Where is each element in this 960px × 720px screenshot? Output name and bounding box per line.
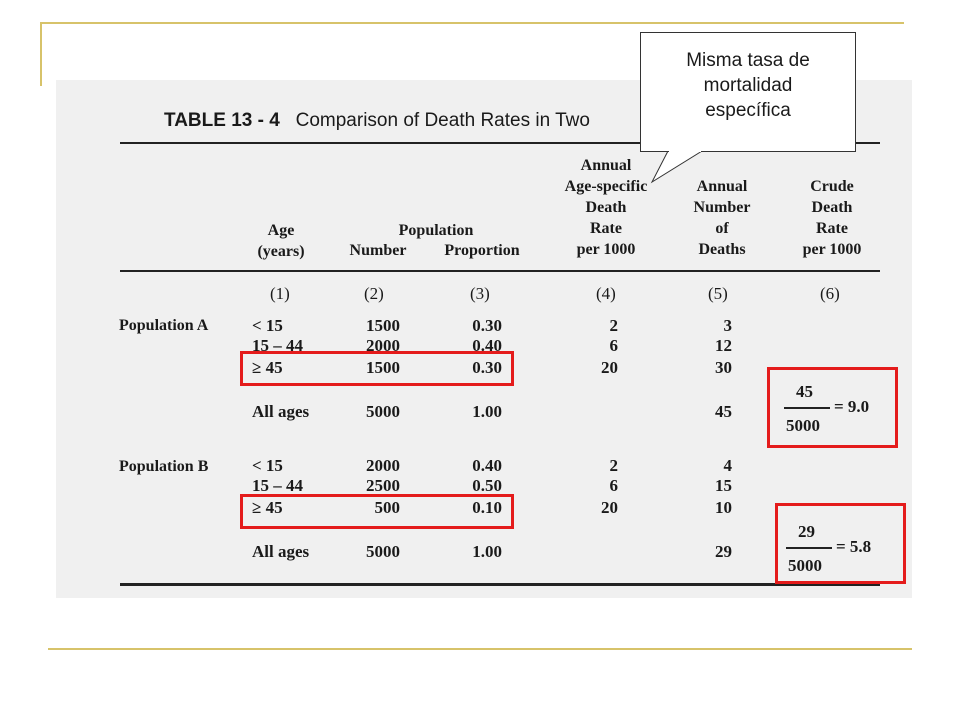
row-a2-rate: 6 <box>609 336 618 355</box>
row-a3-rate: 20 <box>601 358 618 377</box>
col-num-6: (6) <box>820 284 840 303</box>
row-b3-proportion: 0.10 <box>472 498 502 517</box>
row-a2-deaths: 12 <box>715 336 732 355</box>
row-a1-proportion: 0.30 <box>472 316 502 335</box>
row-a3-age: ≥ 45 <box>252 358 283 377</box>
header-age-line1: Age <box>267 222 295 239</box>
table-title-text: Comparison of Death Rates in Two <box>295 110 590 131</box>
header-crude-line2: Death <box>811 199 853 216</box>
header-rate-line3: Death <box>585 199 627 216</box>
row-b3-rate: 20 <box>601 498 618 517</box>
header-age-line2: (years) <box>257 243 305 260</box>
col-num-4: (4) <box>596 284 616 303</box>
row-b1-deaths: 4 <box>723 456 732 475</box>
row-a1-deaths: 3 <box>723 316 732 335</box>
header-rate-line2: Age-specific <box>564 178 648 195</box>
row-a1-age: < 15 <box>252 316 283 335</box>
row-a1-rate: 2 <box>609 316 618 335</box>
crude-a-result: = 9.0 <box>834 397 870 416</box>
row-b1-age: < 15 <box>252 456 283 475</box>
row-b1-number: 2000 <box>366 456 400 475</box>
row-a2-proportion: 0.40 <box>472 336 502 355</box>
crude-a-numerator: 45 <box>796 382 813 401</box>
header-population: Population <box>398 222 474 239</box>
callout-line3: específica <box>705 100 791 121</box>
callout-bubble <box>640 32 856 152</box>
total-a-deaths: 45 <box>715 402 732 421</box>
row-b3-deaths: 10 <box>715 498 732 517</box>
total-b-number: 5000 <box>366 542 400 561</box>
header-rate-line1: Annual <box>580 157 632 174</box>
total-b-proportion: 1.00 <box>472 542 502 561</box>
header-deaths-line3: of <box>715 220 729 237</box>
col-num-1: (1) <box>270 284 290 303</box>
crude-a-denominator: 5000 <box>786 416 820 435</box>
total-b-deaths: 29 <box>715 542 732 561</box>
row-b2-rate: 6 <box>609 476 618 495</box>
row-b2-proportion: 0.50 <box>472 476 502 495</box>
header-number: Number <box>349 242 407 259</box>
crude-b-denominator: 5000 <box>788 556 822 575</box>
header-deaths-line2: Number <box>693 199 751 216</box>
col-num-3: (3) <box>470 284 490 303</box>
col-num-2: (2) <box>364 284 384 303</box>
row-b3-number: 500 <box>374 498 400 517</box>
total-b-age: All ages <box>252 542 310 561</box>
header-crude-line4: per 1000 <box>802 241 862 258</box>
total-a-age: All ages <box>252 402 310 421</box>
row-b1-proportion: 0.40 <box>472 456 502 475</box>
row-b1-rate: 2 <box>609 456 618 475</box>
col-num-5: (5) <box>708 284 728 303</box>
header-deaths-line4: Deaths <box>698 241 746 258</box>
row-b2-number: 2500 <box>366 476 400 495</box>
header-rate-line5: per 1000 <box>576 241 636 258</box>
row-a2-number: 2000 <box>366 336 400 355</box>
row-b2-deaths: 15 <box>715 476 732 495</box>
row-a2-age: 15 – 44 <box>252 336 303 355</box>
row-a3-number: 1500 <box>366 358 400 377</box>
group-label-a: Population A <box>119 317 209 334</box>
row-b3-age: ≥ 45 <box>252 498 283 517</box>
row-b2-age: 15 – 44 <box>252 476 303 495</box>
header-crude-line3: Rate <box>816 220 848 237</box>
crude-b-numerator: 29 <box>798 522 815 541</box>
table-number: TABLE 13 - 4 <box>164 110 280 131</box>
row-a3-proportion: 0.30 <box>472 358 502 377</box>
row-a1-number: 1500 <box>366 316 400 335</box>
header-rate-line4: Rate <box>590 220 622 237</box>
callout-line2: mortalidad <box>703 75 793 96</box>
group-label-b: Population B <box>119 458 209 475</box>
total-a-proportion: 1.00 <box>472 402 502 421</box>
row-a3-deaths: 30 <box>715 358 732 377</box>
total-a-number: 5000 <box>366 402 400 421</box>
callout-line1: Misma tasa de <box>686 50 810 71</box>
header-deaths-line1: Annual <box>696 178 748 195</box>
header-proportion: Proportion <box>444 242 520 259</box>
crude-b-result: = 5.8 <box>836 537 872 556</box>
header-crude-line1: Crude <box>810 178 854 195</box>
